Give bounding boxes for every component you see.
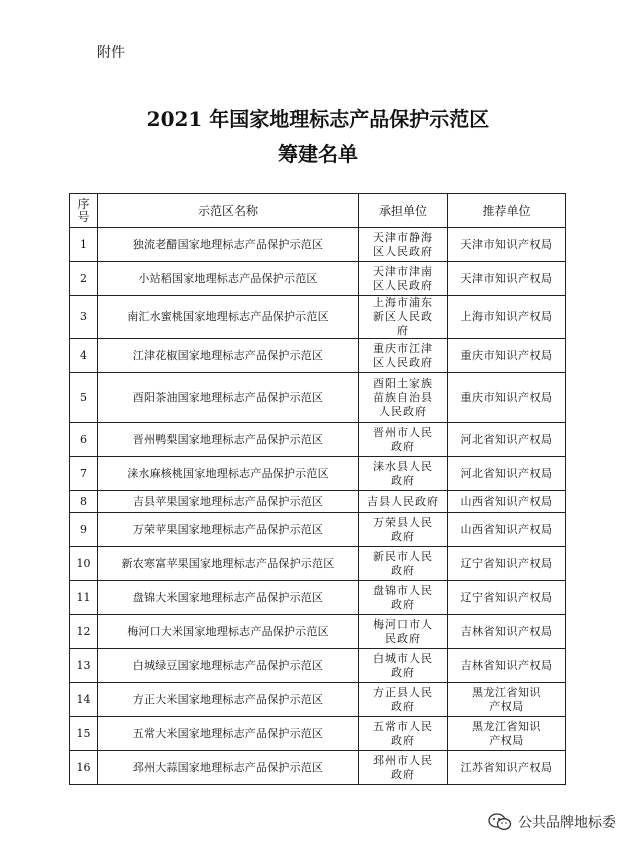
cell-recommender — [448, 683, 566, 717]
cell-recommender-text: 天津市知识产权局 — [460, 271, 553, 285]
attachment-label: 附件 — [97, 45, 125, 61]
cell-recommender — [448, 615, 566, 649]
cell-name-text: 酉阳茶油国家地理标志产品保护示范区 — [132, 390, 324, 404]
cell-name — [98, 513, 359, 547]
cell-no-text: 6 — [80, 432, 87, 446]
cell-name — [98, 683, 359, 717]
cell-no-text: 1 — [80, 237, 87, 251]
cell-name-text: 独流老醋国家地理标志产品保护示范区 — [132, 237, 324, 251]
cell-recommender-text: 黑龙江省知识产权局 — [472, 685, 541, 713]
cell-recommender — [448, 649, 566, 683]
cell-name-text: 小站稻国家地理标志产品保护示范区 — [138, 271, 318, 285]
cell-no — [70, 457, 98, 491]
cell-name-text: 吉县苹果国家地理标志产品保护示范区 — [132, 494, 324, 508]
cell-name-text: 方正大米国家地理标志产品保护示范区 — [132, 692, 324, 706]
table-row — [70, 491, 566, 513]
cell-unit — [359, 373, 448, 423]
cell-unit-text: 方正县人民政府 — [373, 685, 433, 713]
table-row — [70, 751, 566, 785]
cell-name-text: 新农寒富苹果国家地理标志产品保护示范区 — [121, 556, 335, 570]
cell-recommender-text: 江苏省知识产权局 — [460, 760, 553, 774]
cell-no-text: 4 — [80, 348, 87, 362]
cell-name — [98, 262, 359, 296]
cell-name-text: 盘锦大米国家地理标志产品保护示范区 — [132, 590, 324, 604]
cell-recommender — [448, 373, 566, 423]
cell-recommender-text: 辽宁省知识产权局 — [460, 590, 553, 604]
header-name: 示范区名称 — [98, 194, 359, 228]
cell-recommender-text: 山西省知识产权局 — [460, 522, 553, 536]
cell-unit-text: 盘锦市人民政府 — [373, 583, 433, 611]
document-subtitle: 筹建名单 — [278, 142, 358, 166]
table-row — [70, 547, 566, 581]
cell-no-text: 16 — [76, 760, 91, 774]
cell-no — [70, 423, 98, 457]
cell-name — [98, 717, 359, 751]
cell-no — [70, 373, 98, 423]
table-row — [70, 423, 566, 457]
cell-no-text: 3 — [80, 310, 87, 323]
cell-name — [98, 457, 359, 491]
cell-name — [98, 339, 359, 373]
table-row — [70, 615, 566, 649]
cell-name — [98, 581, 359, 615]
cell-recommender-text: 吉林省知识产权局 — [460, 624, 553, 638]
cell-recommender-text: 河北省知识产权局 — [460, 432, 553, 446]
table-row — [70, 296, 566, 339]
cell-unit — [359, 491, 448, 513]
cell-name — [98, 296, 359, 339]
cell-recommender — [448, 581, 566, 615]
cell-unit-text: 新民市人民政府 — [373, 549, 433, 577]
cell-unit — [359, 649, 448, 683]
cell-unit — [359, 581, 448, 615]
cell-name-text: 梅河口大米国家地理标志产品保护示范区 — [127, 624, 329, 638]
cell-name — [98, 373, 359, 423]
table-row — [70, 649, 566, 683]
cell-name-text: 万荣苹果国家地理标志产品保护示范区 — [132, 522, 324, 536]
cell-name — [98, 491, 359, 513]
cell-recommender — [448, 228, 566, 262]
table-row — [70, 513, 566, 547]
cell-recommender-text: 山西省知识产权局 — [460, 494, 553, 508]
document-title: 2021 年国家地理标志产品保护示范区 — [146, 107, 490, 131]
header-no: 序号 — [70, 194, 98, 228]
cell-no — [70, 228, 98, 262]
cell-recommender — [448, 751, 566, 785]
cell-unit — [359, 717, 448, 751]
cell-recommender — [448, 717, 566, 751]
cell-unit — [359, 296, 448, 339]
cell-no-text: 11 — [76, 590, 91, 604]
wechat-icon — [488, 813, 512, 831]
cell-unit-text: 吉县人民政府 — [367, 494, 439, 508]
cell-recommender-text: 辽宁省知识产权局 — [460, 556, 553, 570]
cell-unit — [359, 228, 448, 262]
header-recommender: 推荐单位 — [448, 194, 566, 228]
cell-unit-text: 梅河口市人民政府 — [373, 617, 433, 645]
cell-unit — [359, 262, 448, 296]
table-row — [70, 581, 566, 615]
table-row — [70, 262, 566, 296]
cell-no — [70, 581, 98, 615]
cell-no — [70, 683, 98, 717]
cell-name — [98, 423, 359, 457]
cell-unit-text: 酉阳土家族苗族自治县人民政府 — [373, 376, 433, 418]
cell-unit — [359, 339, 448, 373]
cell-name-text: 邳州大蒜国家地理标志产品保护示范区 — [132, 760, 324, 774]
cell-no — [70, 296, 98, 339]
cell-name — [98, 649, 359, 683]
cell-name — [98, 615, 359, 649]
cell-no-text: 9 — [80, 522, 87, 536]
cell-no-text: 5 — [80, 390, 87, 404]
cell-name-text: 白城绿豆国家地理标志产品保护示范区 — [132, 658, 324, 672]
cell-recommender-text: 吉林省知识产权局 — [460, 658, 553, 672]
cell-recommender-text: 重庆市知识产权局 — [460, 348, 553, 362]
cell-recommender — [448, 513, 566, 547]
cell-unit-text: 五常市人民政府 — [373, 719, 433, 747]
cell-unit-text: 涞水县人民政府 — [373, 459, 433, 487]
cell-no — [70, 491, 98, 513]
cell-recommender-text: 黑龙江省知识产权局 — [472, 719, 541, 747]
cell-no — [70, 339, 98, 373]
cell-no-text: 12 — [76, 624, 91, 638]
cell-recommender — [448, 296, 566, 339]
cell-name — [98, 751, 359, 785]
cell-no-text: 8 — [80, 494, 87, 508]
cell-recommender-text: 重庆市知识产权局 — [460, 390, 553, 404]
cell-name — [98, 228, 359, 262]
table-row — [70, 373, 566, 423]
cell-unit-text: 天津市静海区人民政府 — [373, 230, 433, 258]
cell-unit-text: 邳州市人民政府 — [373, 753, 433, 781]
cell-unit — [359, 751, 448, 785]
cell-no — [70, 262, 98, 296]
cell-no — [70, 615, 98, 649]
table-row — [70, 683, 566, 717]
table-row — [70, 717, 566, 751]
table-row — [70, 228, 566, 262]
cell-name-text: 南汇水蜜桃国家地理标志产品保护示范区 — [127, 310, 329, 323]
cell-recommender-text: 天津市知识产权局 — [460, 237, 553, 251]
cell-no — [70, 649, 98, 683]
cell-no-text: 14 — [76, 692, 91, 706]
table-row — [70, 457, 566, 491]
cell-no — [70, 547, 98, 581]
table-row — [70, 339, 566, 373]
cell-no-text: 2 — [80, 271, 87, 285]
cell-name-text: 晋州鸭梨国家地理标志产品保护示范区 — [132, 432, 324, 446]
cell-recommender — [448, 423, 566, 457]
cell-no — [70, 717, 98, 751]
cell-unit — [359, 457, 448, 491]
cell-name-text: 涞水麻核桃国家地理标志产品保护示范区 — [127, 466, 329, 480]
header-unit: 承担单位 — [359, 194, 448, 228]
cell-unit-text: 重庆市江津区人民政府 — [373, 341, 433, 369]
cell-no-text: 13 — [76, 658, 91, 672]
cell-unit-text: 天津市津南区人民政府 — [373, 264, 433, 292]
cell-unit-text: 白城市人民政府 — [373, 651, 433, 679]
cell-no-text: 15 — [76, 726, 91, 740]
cell-unit-text: 晋州市人民政府 — [373, 425, 433, 453]
cell-name-text: 五常大米国家地理标志产品保护示范区 — [132, 726, 324, 740]
cell-unit — [359, 683, 448, 717]
cell-recommender — [448, 262, 566, 296]
cell-unit — [359, 513, 448, 547]
watermark-text: 公共品牌地标委 — [518, 815, 616, 831]
cell-name — [98, 547, 359, 581]
cell-name-text: 江津花椒国家地理标志产品保护示范区 — [132, 348, 324, 362]
demonstration-zone-table — [69, 193, 566, 785]
cell-recommender-text: 上海市知识产权局 — [460, 310, 553, 323]
watermark — [488, 812, 616, 832]
table-header-row — [70, 194, 566, 228]
cell-recommender — [448, 491, 566, 513]
cell-unit — [359, 423, 448, 457]
cell-no — [70, 751, 98, 785]
cell-no-text: 7 — [80, 466, 87, 480]
cell-recommender — [448, 339, 566, 373]
cell-unit-text: 上海市浦东新区人民政府 — [373, 296, 433, 337]
cell-recommender — [448, 547, 566, 581]
cell-no-text: 10 — [76, 556, 91, 570]
cell-unit-text: 万荣县人民政府 — [373, 515, 433, 543]
cell-recommender — [448, 457, 566, 491]
cell-recommender-text: 河北省知识产权局 — [460, 466, 553, 480]
cell-no — [70, 513, 98, 547]
cell-unit — [359, 547, 448, 581]
cell-unit — [359, 615, 448, 649]
